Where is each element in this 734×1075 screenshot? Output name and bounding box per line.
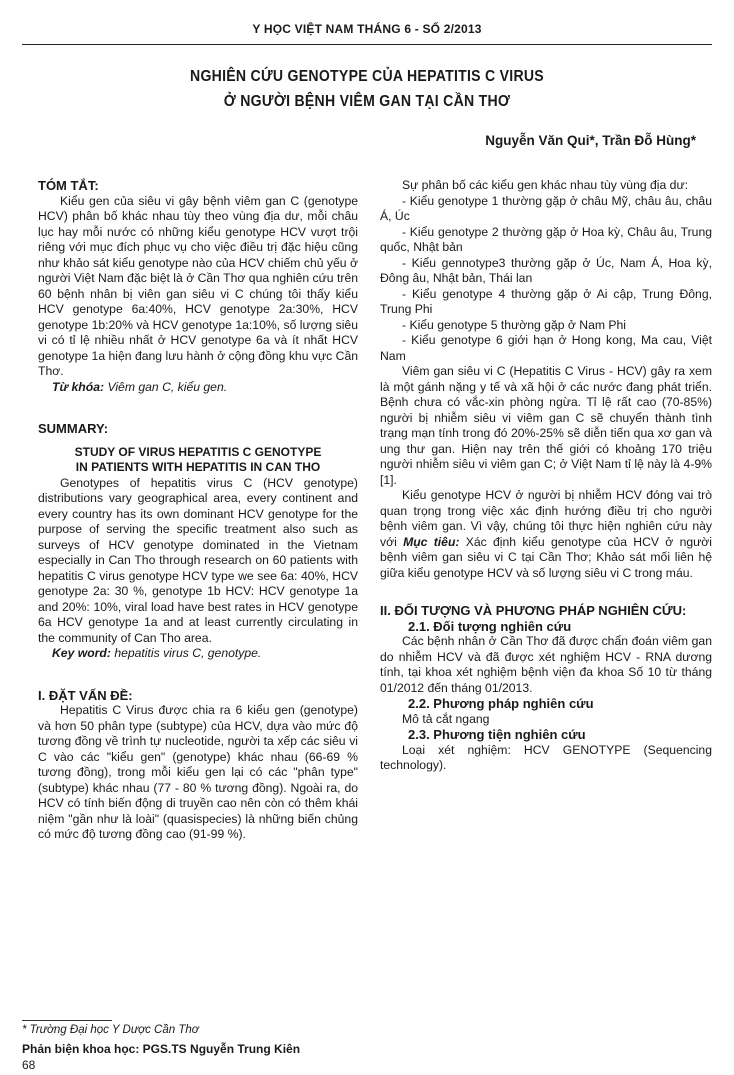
objective-text: Xác định kiểu genotype của HCV ở người bệnh viêm gan siêu vi C tại Cần Thơ; Khảo sát mối liên hệ giữa kiểu genotype HCV và số lượng siêu vi C trong máu. [380,534,712,580]
abstract-vi-keywords [38,380,358,396]
footnote-rule [22,1020,112,1021]
title-line-1: NGHIÊN CỨU GENOTYPE CỦA HEPATITIS C VIRUS [190,68,544,85]
section22-body: Mô tả cắt ngang [402,711,490,726]
abstract-en-keywords [38,646,358,662]
abstract-en-subtitle-1: STUDY OF VIRUS HEPATITIS C GENOTYPE [74,444,322,459]
left-column [38,178,358,843]
section21-body: Các bệnh nhân ở Cần Thơ đã được chẩn đoán viêm gan do nhiễm HCV và đã được xét nghiệm HCV - RNA dương tính, tại khoa xét nghiệm bệnh viện đa khoa Số 10 từ tháng 01/2012 đến tháng 01/2013. [380,634,712,695]
objective-intro: Kiểu genotype HCV ở người bị nhiễm HCV đóng vai trò quan trọng trong việc xác định hướng điều trị cho người bệnh viêm gan. Vì vậy, chúng tôi thực hiện nghiên cứu này với [380,488,712,549]
distribution-intro: Sự phân bố các kiểu gen khác nhau tùy vùng địa dư: [402,178,688,192]
keywords-label-vi: Từ khóa: [52,379,105,394]
abstract-vi-body: Kiểu gen của siêu vi gây bệnh viêm gan C (genotype HCV) phân bố khác nhau tùy theo vùng địa dư, mỗi châu lục hay mỗi nước có những kiểu genotype HCV vượt trội riêng với mục đích phục vụ cho việc điều trị đặc hiệu cũng như khảo sát kiểu genotype nào của HCV chiếm chủ yếu ở người Việt Nam đặc biệt là ở Cần Thơ qua nghiên cứu trên 60 bệnh nhân bị viên gan siêu vi C chúng tôi thấy kiểu HCV genotype 6a:40%, HCV genotype 2a:30%, HCV genotype 1b:20% và HCV genotype 1a:10%, số lượng siêu vi có tỉ lệ nhiều nhất ở HCV genotype 6a và ít nhất HCV genotype 1a hiện đang lưu hành ở cộng đồng khu vực Cần Thơ. [38,193,358,378]
abstract-en-body: Genotypes of hepatitis virus C (HCV genotype) distributions vary geographical area, every continent and every country has its own dominant HCV genotype for the purpose of serving the specific treatment also such as surveys of HCV genotype dominated in the Vietnam especially in Can Tho through research on 60 patients with hepatitis C virus genotype HCV type we see 6a: 40%, HCV genotype 2a: 30 %, genotype 1b HCV: HCV genotype 1a and 20%: 10%, viral load have best rates in HCV genotype 6a HCV genotype 1a and at least currently circulating in the community of Can Tho area. [38,475,358,645]
keywords-vi: Viêm gan C, kiểu gen. [107,379,228,394]
section23-title: 2.3. Phương tiện nghiên cứu [408,727,586,742]
section1-heading: I. ĐẶT VẤN ĐỀ: [38,687,133,703]
section21-title: 2.1. Đối tượng nghiên cứu [408,618,572,634]
affiliation-footnote: * Trường Đại học Y Dược Cần Thơ [22,1024,199,1036]
distribution-item-4: - Kiểu genotype 4 thường gặp ở Ai cập, Trung Đông, Trung Phi [380,286,712,316]
page-number: 68 [22,1058,36,1072]
objective-label: Mục tiêu: [403,534,460,549]
hcv-burden-paragraph: Viêm gan siêu vi C (Hepatitis C Virus - HCV) gây ra xem là một gánh nặng y tế và xã hội ở các nước đang phát triển. Bệnh chưa có vắc-xin phòng ngừa. Tỉ lệ rất cao (70-85%) người bị nhiễm siêu vi viêm gan C sẽ chuyển thành tình trạng mạn tính trong đó 20%-25% sẽ diễn tiến qua xơ gan và ung thư gan. Hiện nay trên thế giới có khoảng 170 triệu người nhiễm siêu vi viêm gan C; ở Việt Nam tỉ lệ này là 4-9% [1]. [380,364,712,487]
article-title [97,64,637,114]
objective-paragraph [380,488,712,581]
section1-body: Hepatitis C Virus được chia ra 6 kiểu gen (genotype) và hơn 50 phân type (subtype) của HCV, dựa vào mức độ tương đồng về trình tự nucleotide, người ta xếp các siêu vi C vào các "kiểu gen" (genotype) khác nhau (66-69 % tương đồng), trong mỗi kiểu gen lại có các "phân type" (subtype) khác nhau (77 - 80 % tương đồng). Ngoài ra, do HCV có tính biến động di truyền cao nên còn có thêm khái niệm "gần như là loài" (quasispecies) là những biến chủng có mức độ tương đồng cao (91-99 %). [38,703,358,841]
right-column [380,178,712,774]
keywords-en: hepatitis virus C, genotype. [114,646,262,660]
reviewer-line: Phản biện khoa học: PGS.TS Nguyễn Trung Kiên [22,1042,301,1056]
abstract-en-heading: SUMMARY: [38,421,109,436]
section23-body: Loại xét nghiệm: HCV GENOTYPE (Sequencing technology). [380,742,712,772]
title-line-2: Ở NGƯỜI BỆNH VIÊM GAN TẠI CẦN THƠ [223,93,511,110]
distribution-item-3: - Kiểu gennotype3 thường gặp ở Úc, Nam Á, Hoa kỳ, Đông âu, Nhật bản, Thái lan [380,255,712,285]
section2-heading: II. ĐỐI TƯỢNG VÀ PHƯƠNG PHÁP NGHIÊN CỨU: [380,603,687,618]
distribution-item-1: - Kiểu genotype 1 thường gặp ở châu Mỹ, châu âu, châu Á, Úc [380,193,712,223]
distribution-item-5: - Kiểu genotype 5 thường gặp ở Nam Phi [402,317,627,332]
abstract-en-subtitle-2: IN PATIENTS WITH HEPATITIS IN CAN THO [75,460,321,474]
distribution-item-2: - Kiểu genotype 2 thường gặp ở Hoa kỳ, Châu âu, Trung quốc, Nhật bản [380,224,712,254]
authors: Nguyễn Văn Qui*, Trần Đỗ Hùng* [485,133,696,148]
distribution-item-6: - Kiểu genotype 6 giới hạn ở Hong kong, Ma cau, Việt Nam [380,333,712,363]
keywords-label-en: Key word: [52,646,111,660]
section22-title: 2.2. Phương pháp nghiên cứu [408,696,594,711]
running-header: Y HỌC VIỆT NAM THÁNG 6 - SỐ 2/2013 [22,22,712,45]
abstract-vi-heading: TÓM TẮT: [38,178,99,193]
